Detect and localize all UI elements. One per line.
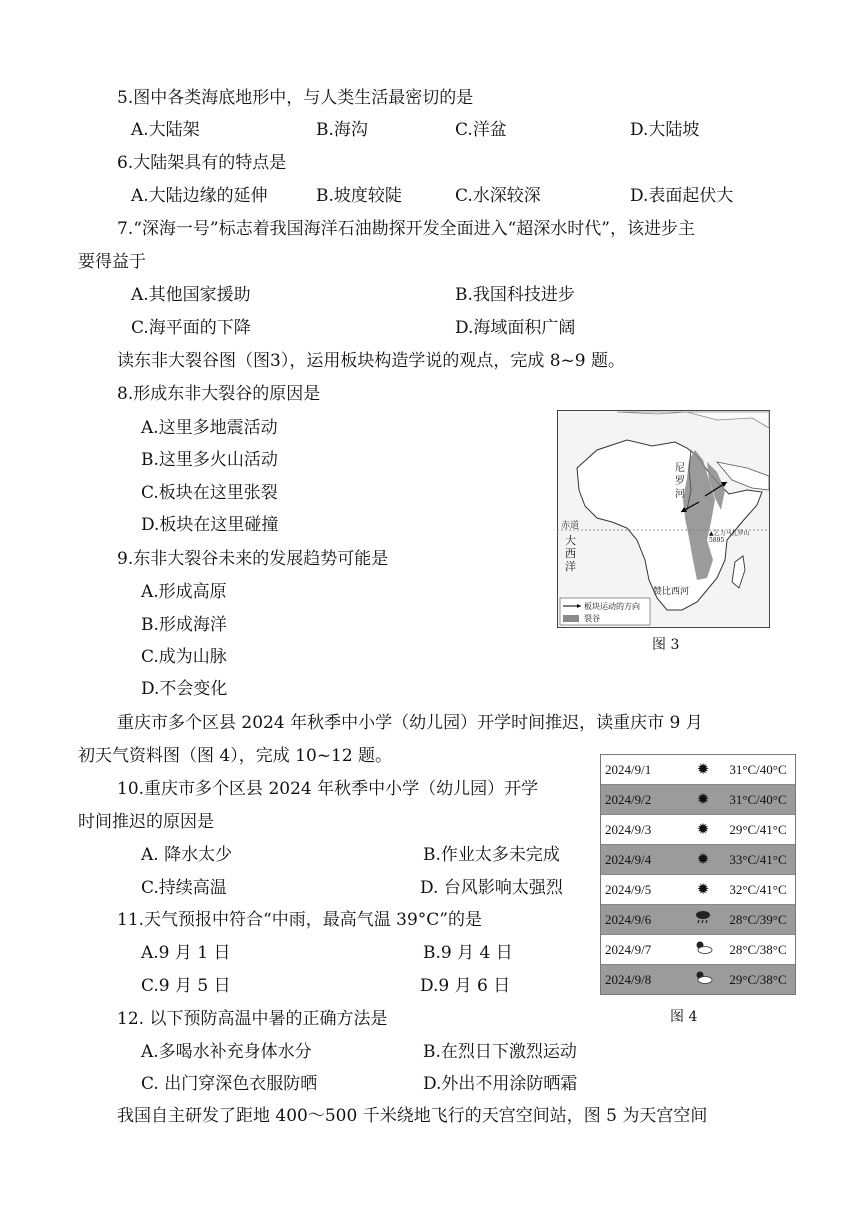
partly-cloudy-icon <box>685 940 721 959</box>
label-zambezi: 赞比西河 <box>653 587 690 597</box>
east-africa-rift-map <box>557 410 770 628</box>
q10-option-d[interactable]: D. 台风影响太强烈 <box>420 878 563 898</box>
weather-temp: 31°C/40°C <box>729 791 787 807</box>
q10-option-c[interactable]: C.持续高温 <box>141 878 227 898</box>
q6-option-d[interactable]: D.表面起伏大 <box>630 186 734 206</box>
weather-temp: 33°C/41°C <box>729 851 787 867</box>
q5-option-b[interactable]: B.海沟 <box>316 120 368 140</box>
partly-cloudy-icon <box>685 970 721 989</box>
intro-q8-9: 读东非大裂谷图（图3），运用板块构造学说的观点，完成 8~9 题。 <box>117 351 625 371</box>
q5-option-d[interactable]: D.大陆坡 <box>630 120 700 140</box>
q7-stem-line1: 7.“深海一号”标志着我国海洋石油勘探开发全面进入“超深水时代”，该进步主 <box>117 219 695 239</box>
weather-row <box>601 965 795 994</box>
intro-q10-12-line1: 重庆市多个区县 2024 年秋季中小学（幼儿园）开学时间推迟，读重庆市 9 月 <box>117 713 703 733</box>
weather-date: 2024/9/7 <box>605 941 652 957</box>
q10-stem-line2: 时间推迟的原因是 <box>78 812 214 832</box>
weather-row <box>601 845 795 875</box>
weather-temp: 28°C/38°C <box>729 941 787 957</box>
sun-icon: ✹ <box>696 852 710 868</box>
weather-row <box>601 785 795 815</box>
q7-stem-line2: 要得益于 <box>78 252 146 272</box>
q8-stem: 8.形成东非大裂谷的原因是 <box>117 384 321 404</box>
q8-option-d[interactable]: D.板块在这里碰撞 <box>141 515 279 535</box>
weather-temp: 29°C/41°C <box>729 821 787 837</box>
q7-option-b[interactable]: B.我国科技进步 <box>455 285 575 305</box>
weather-temp: 29°C/38°C <box>729 971 787 987</box>
q10-option-a[interactable]: A. 降水太少 <box>141 845 233 865</box>
q12-option-c[interactable]: C. 出门穿深色衣服防晒 <box>141 1074 318 1094</box>
q10-stem-line1: 10.重庆市多个区县 2024 年秋季中小学（幼儿园）开学 <box>117 779 539 799</box>
q12-option-a[interactable]: A.多喝水补充身体水分 <box>141 1042 312 1062</box>
weather-row <box>601 905 795 935</box>
legend-arrow-label: 板块运动的方向 <box>584 602 640 611</box>
q11-option-a[interactable]: A.9 月 1 日 <box>141 943 231 963</box>
sun-icon: ✹ <box>696 822 710 838</box>
weather-row <box>601 815 795 845</box>
label-equator: 赤道 <box>561 521 580 531</box>
q6-option-b[interactable]: B.坡度较陡 <box>316 186 402 206</box>
q11-option-c[interactable]: C.9 月 5 日 <box>141 976 231 996</box>
q11-stem: 11.天气预报中符合“中雨，最高气温 39°C”的是 <box>117 910 482 930</box>
q9-option-b[interactable]: B.形成海洋 <box>141 615 227 635</box>
weather-date: 2024/9/8 <box>605 971 652 987</box>
weather-date: 2024/9/4 <box>605 851 652 867</box>
q5-option-c[interactable]: C.洋盆 <box>455 120 507 140</box>
figure-3-caption: 图 3 <box>652 637 680 653</box>
label-nile: 尼 罗 河 <box>675 463 685 500</box>
q9-option-a[interactable]: A.形成高原 <box>141 582 227 602</box>
q12-option-b[interactable]: B.在烈日下激烈运动 <box>423 1042 577 1062</box>
weather-date: 2024/9/1 <box>605 761 652 777</box>
q12-option-d[interactable]: D.外出不用涂防晒霜 <box>423 1074 578 1094</box>
q11-option-b[interactable]: B.9 月 4 日 <box>423 943 513 963</box>
q7-option-a[interactable]: A.其他国家援助 <box>131 285 251 305</box>
label-kilimanjaro: ▲乞力马扎罗山 5895 <box>709 530 750 544</box>
weather-temp: 32°C/41°C <box>729 881 787 897</box>
q9-option-c[interactable]: C.成为山脉 <box>141 647 227 667</box>
q8-option-c[interactable]: C.板块在这里张裂 <box>141 483 278 503</box>
weather-date: 2024/9/3 <box>605 821 652 837</box>
weather-table <box>600 754 796 995</box>
q11-option-d[interactable]: D.9 月 6 日 <box>420 976 511 996</box>
q6-option-a[interactable]: A.大陆边缘的延伸 <box>131 186 268 206</box>
q9-option-d[interactable]: D.不会变化 <box>141 679 228 699</box>
weather-date: 2024/9/5 <box>605 881 652 897</box>
weather-temp: 28°C/39°C <box>729 911 787 927</box>
sun-icon: ✹ <box>696 762 710 778</box>
weather-temp: 31°C/40°C <box>729 761 787 777</box>
rain-icon <box>685 910 721 929</box>
figure-4-caption: 图 4 <box>670 1009 698 1025</box>
intro-last: 我国自主研发了距地 400～500 千米绕地飞行的天宫空间站，图 5 为天宫空间 <box>117 1106 708 1126</box>
weather-row <box>601 755 795 785</box>
q6-option-c[interactable]: C.水深较深 <box>455 186 541 206</box>
label-atlantic: 大 西 洋 <box>565 534 576 573</box>
weather-date: 2024/9/6 <box>605 911 652 927</box>
weather-row <box>601 875 795 905</box>
q10-option-b[interactable]: B.作业太多未完成 <box>423 845 560 865</box>
sun-icon: ✹ <box>696 882 710 898</box>
q8-option-a[interactable]: A.这里多地震活动 <box>141 418 278 438</box>
weather-row <box>601 935 795 965</box>
weather-date: 2024/9/2 <box>605 791 652 807</box>
q5-option-a[interactable]: A.大陆架 <box>131 120 200 140</box>
sun-icon: ✹ <box>696 792 710 808</box>
legend-rift-label: 裂谷 <box>584 614 600 623</box>
intro-q10-12-line2: 初天气资料图（图 4），完成 10~12 题。 <box>78 746 393 766</box>
q6-stem: 6.大陆架具有的特点是 <box>117 153 287 173</box>
q5-stem: 5.图中各类海底地形中，与人类生活最密切的是 <box>117 88 474 108</box>
q12-stem: 12. 以下预防高温中暑的正确方法是 <box>117 1009 388 1029</box>
q9-stem: 9.东非大裂谷未来的发展趋势可能是 <box>117 549 389 569</box>
q7-option-c[interactable]: C.海平面的下降 <box>131 318 251 338</box>
q8-option-b[interactable]: B.这里多火山活动 <box>141 450 278 470</box>
q7-option-d[interactable]: D.海域面积广阔 <box>455 318 576 338</box>
